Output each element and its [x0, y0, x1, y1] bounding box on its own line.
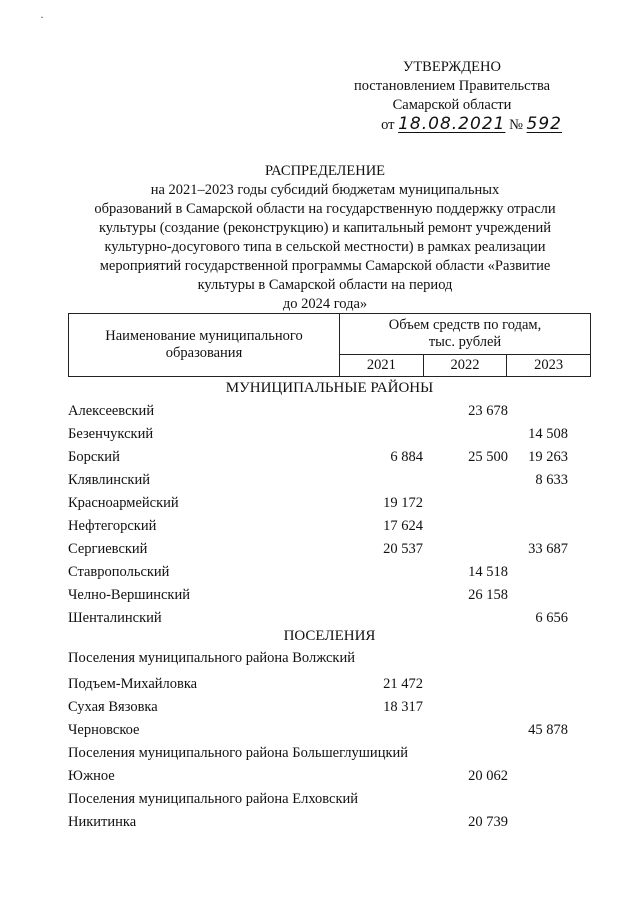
row-name: Поселения муниципального района Большеглушицкий — [68, 745, 409, 761]
title-line: до 2024 года» — [282, 296, 368, 312]
title-line: мероприятий государственной программы Самарской области «Развитие — [99, 258, 551, 274]
row-name: Клявлинский — [68, 472, 150, 488]
row-value-2021: 21 472 — [383, 676, 423, 692]
table-row — [68, 587, 591, 607]
row-name: Никитинка — [68, 814, 137, 830]
row-value-2021: 6 884 — [390, 449, 423, 465]
table-row — [68, 449, 591, 469]
handwritten-number: 592 — [526, 114, 562, 134]
title-line: на 2021–2023 годы субсидий бюджетам муниципальных — [150, 182, 500, 198]
row-name: Нефтегорский — [68, 518, 157, 534]
row-value-2023: 8 633 — [535, 472, 568, 488]
row-name: Ставропольский — [68, 564, 170, 580]
row-value-2023: 19 263 — [528, 449, 568, 465]
handwritten-date: 18.08.2021 — [398, 114, 506, 134]
col-volume-header — [340, 314, 591, 355]
row-value-2022: 25 500 — [468, 449, 508, 465]
row-name: Черновское — [68, 722, 140, 738]
title-line: культурно-досугового типа в сельской местности) в рамках реализации — [104, 239, 546, 255]
table-row — [68, 722, 591, 742]
table-row — [68, 495, 591, 515]
table-row — [68, 610, 591, 630]
table-row — [68, 564, 591, 584]
year-2021-header: 2021 — [340, 355, 424, 377]
title-line: образований в Самарской области на государственную поддержку отрасли — [94, 201, 556, 217]
row-name: Подъем-Михайловка — [68, 676, 198, 692]
col-volume-line2: тыс. рублей — [428, 334, 502, 350]
table-row — [68, 745, 591, 765]
row-value-2023: 33 687 — [528, 541, 568, 557]
title-heading: РАСПРЕДЕЛЕНИЕ — [264, 163, 386, 179]
row-name: Сергиевский — [68, 541, 148, 557]
table-row — [68, 768, 591, 788]
title-line: культуры в Самарской области на период — [197, 277, 453, 293]
row-value-2022: 26 158 — [468, 587, 508, 603]
table-row — [68, 676, 591, 696]
row-name: Поселения муниципального района Волжский — [68, 650, 355, 666]
year-2022-header: 2022 — [423, 355, 507, 377]
table-row — [68, 699, 591, 719]
col-volume-line1: Объем средств по годам, — [388, 317, 542, 333]
row-name: Челно-Вершинский — [68, 587, 190, 603]
row-name: Поселения муниципального района Елховский — [68, 791, 359, 807]
table-row — [68, 541, 591, 561]
col-name-label: Наименование муниципального образования — [105, 328, 303, 361]
table-row — [68, 650, 591, 670]
row-value-2022: 20 062 — [468, 768, 508, 784]
row-value-2023: 45 878 — [528, 722, 568, 738]
row-name: Сухая Вязовка — [68, 699, 158, 715]
row-name: Алексеевский — [68, 403, 155, 419]
row-name: Безенчукский — [68, 426, 154, 442]
row-value-2022: 20 739 — [468, 814, 508, 830]
section-districts: МУНИЦИПАЛЬНЫЕ РАЙОНЫ — [225, 380, 434, 396]
table-row — [68, 814, 591, 834]
row-value-2023: 14 508 — [528, 426, 568, 442]
row-name: Борский — [68, 449, 120, 465]
approval-title: УТВЕРЖДЕНО — [403, 59, 501, 75]
title-line: культуры (создание (реконструкцию) и капитальный ремонт учреждений — [98, 220, 552, 236]
row-name: Красноармейский — [68, 495, 179, 511]
scan-artifact: · — [40, 10, 44, 24]
table-header — [68, 313, 591, 377]
number-label: № — [509, 117, 523, 133]
approval-date-line — [342, 115, 562, 135]
row-value-2023: 6 656 — [535, 610, 568, 626]
table-row — [68, 791, 591, 811]
section-settlements: ПОСЕЛЕНИЯ — [283, 628, 376, 644]
row-name: Шенталинский — [68, 610, 162, 626]
row-value-2021: 19 172 — [383, 495, 423, 511]
row-value-2021: 20 537 — [383, 541, 423, 557]
col-name-header — [69, 314, 340, 377]
row-name: Южное — [68, 768, 115, 784]
approval-region: Самарской области — [392, 97, 512, 113]
row-value-2021: 18 317 — [383, 699, 423, 715]
row-value-2022: 14 518 — [468, 564, 508, 580]
date-prefix: от — [381, 117, 395, 133]
row-value-2021: 17 624 — [383, 518, 423, 534]
table-row — [68, 403, 591, 423]
row-value-2022: 23 678 — [468, 403, 508, 419]
table-row — [68, 472, 591, 492]
table-row — [68, 518, 591, 538]
year-2023-header: 2023 — [507, 355, 591, 377]
approval-decree: постановлением Правительства — [353, 78, 551, 94]
approval-block — [342, 58, 562, 135]
document-title — [60, 162, 590, 314]
table-row — [68, 426, 591, 446]
